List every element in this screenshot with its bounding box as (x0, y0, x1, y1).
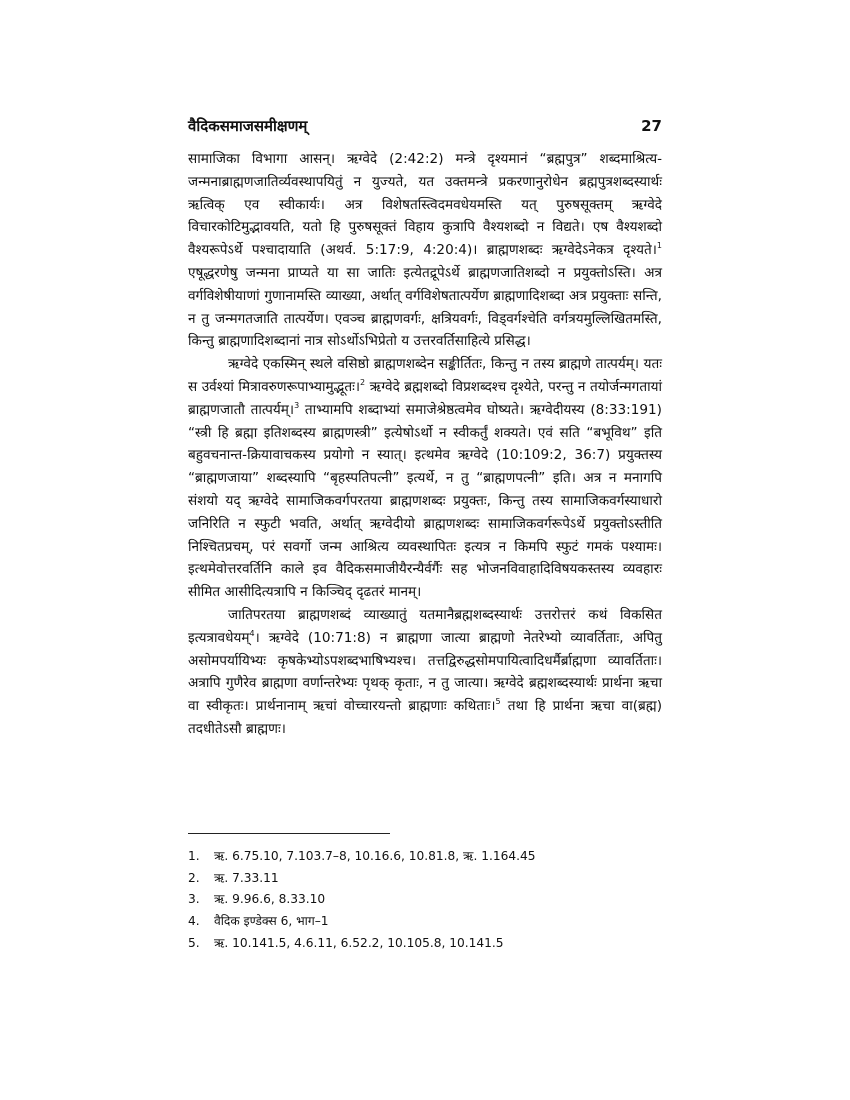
paragraph-3-text-c: तथा हि प्रार्थना ऋचा वा(ब्रह्म) तदधीतेऽसौ ब्राह्मणः। (188, 698, 662, 737)
footnote-ref-5: 5 (495, 697, 501, 707)
footnote-ref-2: 2 (359, 377, 366, 387)
paragraph-2 (188, 353, 662, 604)
page-number: 27 (641, 117, 662, 135)
footnote-number: 2. (188, 870, 200, 885)
footnote-number: 1. (188, 849, 200, 863)
footnote-divider (188, 833, 390, 834)
running-title: वैदिकसमाजसमीक्षणम् (188, 117, 308, 135)
footnotes (188, 846, 662, 955)
footnote-text: वैदिक इण्डेक्स 6, भाग–1 (214, 914, 329, 929)
footnote-1 (188, 846, 662, 868)
paragraph-2-text-b: ऋग्वेदे ब्रह्मशब्दो विप्रशब्दश्च दृश्येते, परन्तु न तयोर्जन्मगतायां ब्राह्मणजातौ तात्पर्यम्। (188, 378, 663, 418)
footnote-ref-1: 1 (656, 241, 662, 251)
footnote-text: ऋ. 10.141.5, 4.6.11, 6.52.2, 10.105.8, 10.141.5 (214, 935, 504, 950)
footnote-text: ऋ. 6.75.10, 7.103.7–8, 10.16.6, 10.81.8, ऋ. 1.164.45 (214, 849, 536, 863)
paragraph-1-text-a: सामाजिका विभागा आसन्। ऋग्वेदे (2:42:2) मन्त्रे दृश्यमानं “ब्रह्मपुत्र” शब्दमाश्रित्य-जन्मनाब्राह्मणजातिर्व्यवस्थापयितुं न युज्यते, यत उक्तमन्त्रे प्रकरणानुरोधेन ब्रह्मपुत्रशब्दस्यार्थः ऋत्विक् एव स्वीकार्यः। अत्र विशेषतस्त्विदमवधेयमस्ति यत् पुरुषसूक्तम् ऋग्वेदे विचारकोटिमुद्भावयति, यतो हि पुरुषसूक्तं विहाय कुत्रापि वैश्यशब्दो न विद्यते। एष वैश्यशब्दो वैश्यरूपेऽर्थे पश्चादायाति (अथर्व. 5:17:9, 4:20:4)। ब्राह्मणशब्दः ऋग्वेदेऽनेकत्र दृश्यते। (188, 151, 662, 259)
footnote-ref-4: 4 (249, 628, 255, 638)
paragraph-3 (188, 604, 662, 741)
footnote-text: ऋ. 7.33.11 (214, 870, 279, 885)
footnote-text: ऋ. 9.96.6, 8.33.10 (214, 892, 326, 907)
paragraph-1 (188, 148, 662, 353)
paragraph-2-text-a: ऋग्वेदे एकस्मिन् स्थले वसिष्ठो ब्राह्मणशब्देन सङ्कीर्तितः, किन्तु न तस्य ब्राह्मणे तात्पर्यम्। यतः स उर्वश्यां मित्रावरुणरूपाभ्यामुद्भूतः। (188, 356, 662, 395)
paragraph-2-text-c: ताभ्यामपि शब्दाभ्यां समाजेश्रेष्ठत्वमेव घोष्यते। ऋग्वेदीयस्य (8:33:191) “स्त्री हि ब्रह्मा इतिशब्दस्य ब्राह्मणस्त्री” इत्येषोऽर्थो न स्वीकर्तुं शक्यते। एवं सति “बभूविथ” इति बहुवचनान्त-क्रियावाचकस्य प्रयोगो न स्यात्। इत्थमेव ऋग्वेदे (10:109:2, 36:7) प्रयुक्तस्य “ब्राह्मणजाया” शब्दस्यापि “बृहस्पतिपत्नी” इत्यर्थे, न तु “ब्राह्मणपत्नी” इति। अत्र न मनागपि संशयो यद् ऋग्वेदे सामाजिकवर्गपरतया ब्राह्मणशब्दः प्रयुक्तः, किन्तु तस्य सामाजिकवर्गस्याधारो जनिरिति न स्फुटी भवति, अर्थात् ऋग्वेदीयो ब्राह्मणशब्दः सामाजिकवर्गरूपेऽर्थे प्रयुक्तोऽस्तीति निश्चितप्रचम्, परं सवर्गो जन्म आश्रित्य व्यवस्थापितः इत्यत्र न किमपि स्फुटं गमकं पश्यामः। इत्थमेवोत्तरवर्तिनि काले इव वैदिकसमाजीयैरन्यैर्वर्गैः सह भोजनविवाहादिविषयकस्तस्य व्यवहारः सीमित आसीदित्यत्रापि न किञ्चिद् दृढतरं मानम्। (188, 401, 662, 601)
paragraph-3-text-a: जातिपरतया ब्राह्मणशब्दं व्याख्यातुं यतमानैब्रह्मशब्दस्यार्थः उत्तरोत्तरं कथं विकसित इत्यत्रावधेयम् (188, 606, 662, 646)
paragraph-3-text-b: । ऋग्वेदे (10:71:8) न ब्राह्मणा जात्या ब्राह्मणो नेतरेभ्यो व्यावर्तिताः, अपितु असोमपर्यायिभ्यः कृषकेभ्योऽपशब्दभाषिभ्यश्च। तत्तद्विरुद्धसोमपायित्वादिधर्मैर्ब्राह्मणा व्यावर्तिताः। अत्रापि गुणैरेव ब्राह्मणा वर्णान्तरेभ्यः पृथक् कृताः, न तु जात्या। ऋग्वेदे ब्रह्मशब्दस्यार्थः प्रार्थना ऋचा वा स्वीकृतः। प्रार्थनानाम् ऋचां वोच्चारयन्तो ब्राह्मणाः कथिताः। (188, 629, 662, 715)
footnote-number: 4. (188, 914, 200, 929)
footnote-4 (188, 911, 662, 933)
footnote-5 (188, 933, 662, 955)
footnote-2 (188, 868, 662, 890)
footnote-number: 5. (188, 935, 200, 950)
footnote-number: 3. (188, 892, 200, 907)
running-header (188, 116, 662, 136)
paragraph-1-text-b: एषूद्धरणेषु जन्मना प्राप्यते या सा जातिः इत्येतद्रूपेऽर्थे ब्राह्मणजातिशब्दो न प्रयुक्तोऽस्ति। अत्र वर्गविशेषीयाणां गुणानामस्ति व्याख्या, अर्थात् वर्गविशेषतात्पर्येण ब्राह्मणादिशब्दा अत्र प्रयुक्ताः सन्ति, न तु जन्मगतजाति तात्पर्येण। एवञ्च ब्राह्मणवर्गः, क्षत्रियवर्गः, विड्वर्गश्चेति वर्गत्रयमुल्लिखितमस्ति, किन्तु ब्राह्मणादिशब्दानां नात्र सोऽर्थोऽभिप्रेतो य उत्तरवर्तिसाहित्ये प्रसिद्ध। (188, 264, 662, 350)
footnote-ref-3: 3 (294, 400, 300, 410)
footnote-3 (188, 889, 662, 911)
body-text (188, 148, 662, 741)
